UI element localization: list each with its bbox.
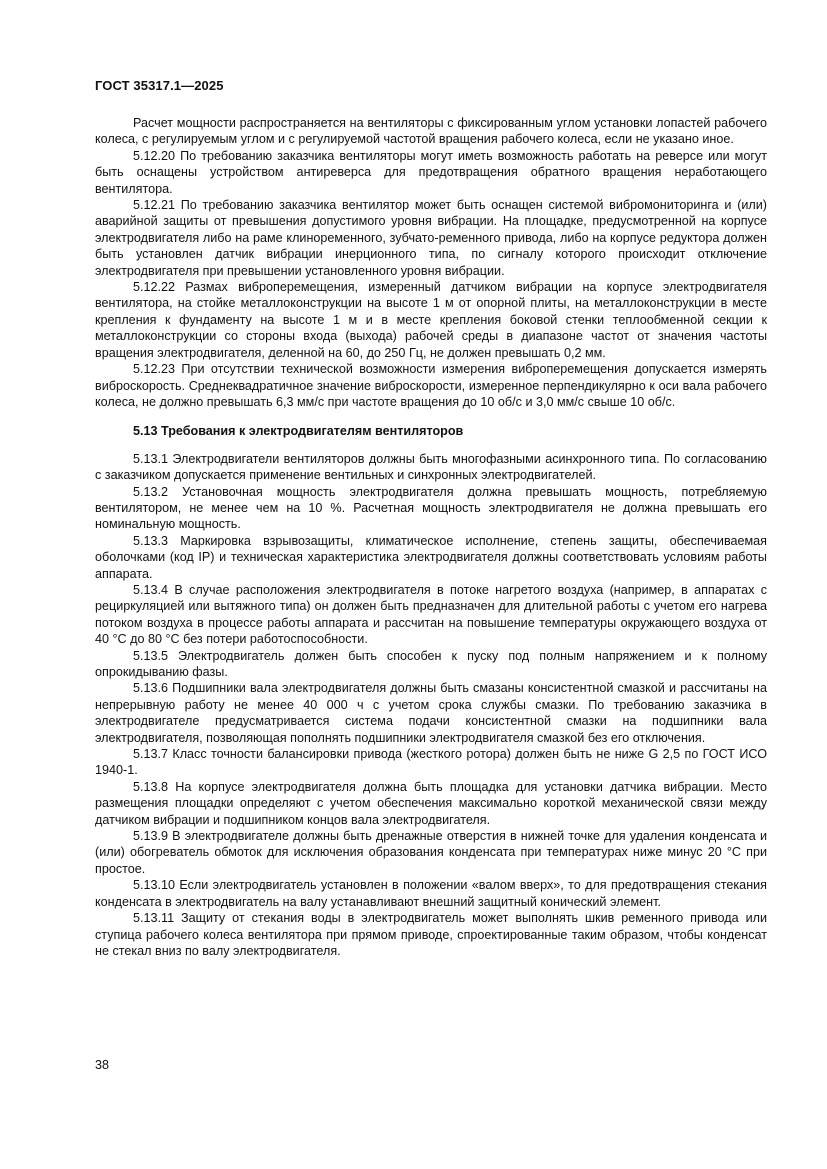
section-heading-5-13: 5.13 Требования к электродвигателям вентиляторов <box>133 424 464 439</box>
paragraph-5-13-1: 5.13.1 Электродвигатели вентиляторов должны быть многофазными асинхронного типа. По согласованию с заказчиком допускается применение вентильных и синхронных электродвигателей. <box>95 451 767 483</box>
paragraph-5-12-21: 5.12.21 По требованию заказчика вентилятор может быть оснащен системой вибромониторинга и (или) аварийной защиты от превышения допустимого уровня вибрации. На площадке, предусмотренной на корпусе электродвигателя либо на раме клиноременного, зубчато-ременного привода, либо на корпусе редуктора должен быть установлен датчик вибрации инерционного типа, по сигналу которого происходит отключение электродвигателя при превышении установленного уровня вибрации. <box>95 198 767 278</box>
paragraph-5-12-22: 5.12.22 Размах виброперемещения, измеренный датчиком вибрации на корпусе электродвигателя вентилятора, на стойке металлоконструкции на высоте 1 м от опорной плиты, на металлоконструкции в месте крепления к фундаменту на высоте 1 м и в месте крепления боковой стенки теплообменной секции к металлоконструкции со стороны входа (выхода) рабочей среды в диапазоне частот от значения частоты вращения электродвигателя, деленной на 60, до 250 Гц, не должен превышать 0,2 мм. <box>95 280 767 360</box>
paragraph-5-13-6: 5.13.6 Подшипники вала электродвигателя должны быть смазаны консистентной смазкой и рассчитаны на непрерывную работу не менее 40 000 ч с учетом срока службы смазки. По требованию заказчика в электродвигателе предусматривается система подачи консистентной смазки на подшипники вала электродвигателя, позволяющая пополнять подшипники электродвигателя смазкой без его отключения. <box>95 681 767 745</box>
document-body <box>95 115 767 959</box>
paragraph-5-12-20: 5.12.20 По требованию заказчика вентиляторы могут иметь возможность работать на реверсе или могут быть оснащены устройством антиреверса для предотвращения обратного вращения неработающего вентилятора. <box>95 148 767 196</box>
paragraph-5-12-23: 5.12.23 При отсутствии технической возможности измерения виброперемещения допускается измерять виброскорость. Среднеквадратичное значение виброскорости, измеренное перпендикулярно к оси вала рабочего колеса, не должно превышать 6,3 мм/с при частоте вращения до 10 об/с и 3,0 мм/с свыше 10 об/с. <box>95 362 767 409</box>
paragraph-5-13-2: 5.13.2 Установочная мощность электродвигателя должна превышать мощность, потребляемую вентилятором, не менее чем на 10 %. Расчетная мощность электродвигателя не должна превышать его номинальную мощность. <box>95 484 767 532</box>
paragraph-5-13-10: 5.13.10 Если электродвигатель установлен в положении «валом вверх», то для предотвращения стекания конденсата в электродвигатель на валу устанавливают внешний защитный конический элемент. <box>95 878 767 909</box>
page-number: 38 <box>95 1058 110 1072</box>
paragraph-5-13-9: 5.13.9 В электродвигателе должны быть дренажные отверстия в нижней точке для удаления конденсата и (или) обогреватель обмоток для исключения образования конденсата при температурах ниже минус 20 °С при простое. <box>95 829 767 876</box>
paragraph-5-13-8: 5.13.8 На корпусе электродвигателя должна быть площадка для установки датчика вибрации. Место размещения площадки определяют с учетом обеспечения максимально короткой механической связи между датчиком вибрации и подшипником концов вала электродвигателя. <box>95 779 767 827</box>
paragraph-5-13-11: 5.13.11 Защиту от стекания воды в электродвигатель может выполнять шкив ременного привода или ступица рабочего колеса вентилятора при прямом приводе, спроектированные таким образом, чтобы конденсат не стекал вниз по валу электродвигателя. <box>95 911 767 958</box>
document-header: ГОСТ 35317.1—2025 <box>95 78 224 93</box>
paragraph-5-13-4: 5.13.4 В случае расположения электродвигателя в потоке нагретого воздуха (например, в аппаратах с рециркуляцией или вытяжного типа) он должен быть предназначен для длительной работы с учетом его нагрева потоком воздуха в процессе работы аппарата и рассчитан на повышение температуры окружающего воздуха от 40 °С до 80 °С без потери работоспособности. <box>95 582 767 647</box>
paragraph-intro: Расчет мощности распространяется на вентиляторы с фиксированным углом установки лопастей рабочего колеса, с регулируемым углом и с регулируемой частотой вращения рабочего колеса, если не указано иное. <box>95 116 767 147</box>
paragraph-5-13-5: 5.13.5 Электродвигатель должен быть способен к пуску под полным напряжением и к полному опрокидыванию фазы. <box>95 648 767 679</box>
paragraph-5-13-7: 5.13.7 Класс точности балансировки привода (жесткого ротора) должен быть не ниже G 2,5 по ГОСТ ИСО 1940-1. <box>95 747 767 778</box>
paragraph-5-13-3: 5.13.3 Маркировка взрывозащиты, климатическое исполнение, степень защиты, обеспечиваемая оболочками (код IP) и техническая характеристика электродвигателя должны соответствовать условиям работы аппарата. <box>95 533 767 581</box>
